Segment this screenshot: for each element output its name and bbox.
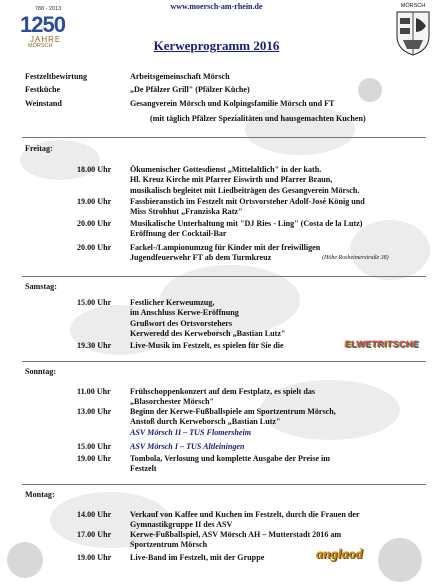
info-label: Festküche <box>25 85 61 94</box>
event-description: Kerweredd des Kerweborsch „Bastian Lutz" <box>130 329 286 339</box>
event-time: 19.00 Uhr <box>77 553 112 562</box>
event-description: Miss Strohhut „Franziska Ratz" <box>130 207 243 217</box>
event-description: Frühschoppenkonzert auf dem Festplatz, es spielt das <box>130 387 316 396</box>
event-description: Festlicher Kerweumzug, <box>130 298 215 307</box>
event-description: Fackel-/Lampionumzug für Kinder mit der freiwilligen <box>130 243 321 252</box>
event-time: 19.00 Uhr <box>77 454 112 463</box>
event-time: 19.30 Uhr <box>77 341 112 350</box>
event-time: 11.00 Uhr <box>77 387 111 396</box>
logo-years: 788 - 2013 <box>34 6 62 12</box>
event-time: 15.00 Uhr <box>77 442 112 451</box>
event-time: 17.00 Uhr <box>77 530 112 539</box>
event-description: Fassbieranstich im Festzelt mit Ortsvorsteher Adolf-José König und <box>130 197 365 206</box>
event-time: 20.00 Uhr <box>77 219 112 228</box>
event-description: Jugendfeuerwehr FT ab dem Turmkreuz <box>130 253 272 263</box>
day-heading: Samstag: <box>25 282 57 291</box>
event-time: 13.00 Uhr <box>77 407 112 416</box>
logo-place: MÖRSCH <box>28 43 53 49</box>
event-description: „Blasorchester Mörsch" <box>130 397 214 407</box>
event-time: 14.00 Uhr <box>77 510 112 519</box>
site-url[interactable]: www.moersch-am-rhein.de <box>170 2 263 11</box>
match-line: ASV Mörsch II – TUS Flomersheim <box>130 427 252 437</box>
event-description: Grußwort des Ortsvorstehers <box>130 318 233 328</box>
event-description: Tombola, Verlosung und komplette Ausgabe der Preise im <box>130 454 330 463</box>
event-description: Kerwe-Fußballspiel, ASV Mörsch AH – Mutterstadt 2016 am <box>130 530 342 539</box>
event-description: Live-Musik im Festzelt, es spielen für Sie die <box>130 341 284 350</box>
anglaod-logo: anglaod <box>316 547 363 562</box>
event-description: Live-Band im Festzelt, mit der Gruppe <box>130 553 265 562</box>
event-note: (Höhe Rosheimerstraße 38) <box>322 255 389 262</box>
info-text: Gesangverein Mörsch und Kolpingsfamilie Mörsch und FT <box>130 99 335 108</box>
event-time: 19.00 Uhr <box>77 197 112 206</box>
divider <box>22 276 426 277</box>
match-line: ASV Mörsch I – TUS Altleiningen <box>130 442 245 451</box>
event-description: Ökumenischer Gottesdienst „Mittelaltlich" in der kath. <box>130 165 322 174</box>
event-time: 15.00 Uhr <box>77 298 112 307</box>
divider <box>22 361 426 362</box>
logo-number: 1250 <box>20 12 65 37</box>
info-label: Festzeltbewirtung <box>25 72 88 81</box>
info-text: „De Pfälzer Grill" (Pfälzer Küche) <box>130 85 250 94</box>
info-text: (mit täglich Pfälzer Spezialitäten und hausgemachten Kuchen) <box>150 114 366 123</box>
event-description: Sportzentrum Mörsch <box>130 540 208 550</box>
event-description: im Anschluss Kerwe-Eröffnung <box>130 308 239 318</box>
event-description: Gymnastikgruppe II des ASV <box>130 520 233 530</box>
day-heading: Freitag: <box>25 144 53 153</box>
page-title: Kerweprogramm 2016 <box>153 38 280 53</box>
elwetritsche-logo: ELWETRITSCHE <box>342 338 421 350</box>
event-description: Eröffnung der Cocktail-Bar <box>130 229 227 239</box>
event-description: Anstoß durch Kerweborsch „Bastian Lutz" <box>130 417 281 427</box>
event-time: 20.00 Uhr <box>77 243 112 252</box>
divider <box>22 484 426 485</box>
event-description: Verkauf von Kaffee und Kuchen im Festzelt, durch die Frauen der <box>130 510 360 519</box>
event-time: 18.00 Uhr <box>77 165 112 174</box>
event-description: Musikalische Unterhaltung mit "DJ Ries - Ling" (Costa de la Lutz) <box>130 219 363 228</box>
day-heading: Montag: <box>25 490 55 499</box>
divider <box>22 137 426 138</box>
crest-label: MÖRSCH <box>400 3 426 9</box>
event-description: Beginn der Kerwe-Fußballspiele am Sportzentrum Mörsch, <box>130 407 336 416</box>
day-heading: Sonntag: <box>25 367 57 376</box>
event-description: Hl. Kreuz Kirche mit Pfarrer Eiswirth und Pfarrer Braun, <box>130 175 333 185</box>
info-text: Arbeitsgemeinschaft Mörsch <box>130 72 230 81</box>
event-description: musikalisch begleitet mit Liedbeiträgen des Gesangverein Mörsch. <box>130 185 360 195</box>
event-description: Festzelt <box>130 464 157 474</box>
info-label: Weinstand <box>25 99 62 108</box>
logo-word: JAHRE <box>30 35 62 44</box>
